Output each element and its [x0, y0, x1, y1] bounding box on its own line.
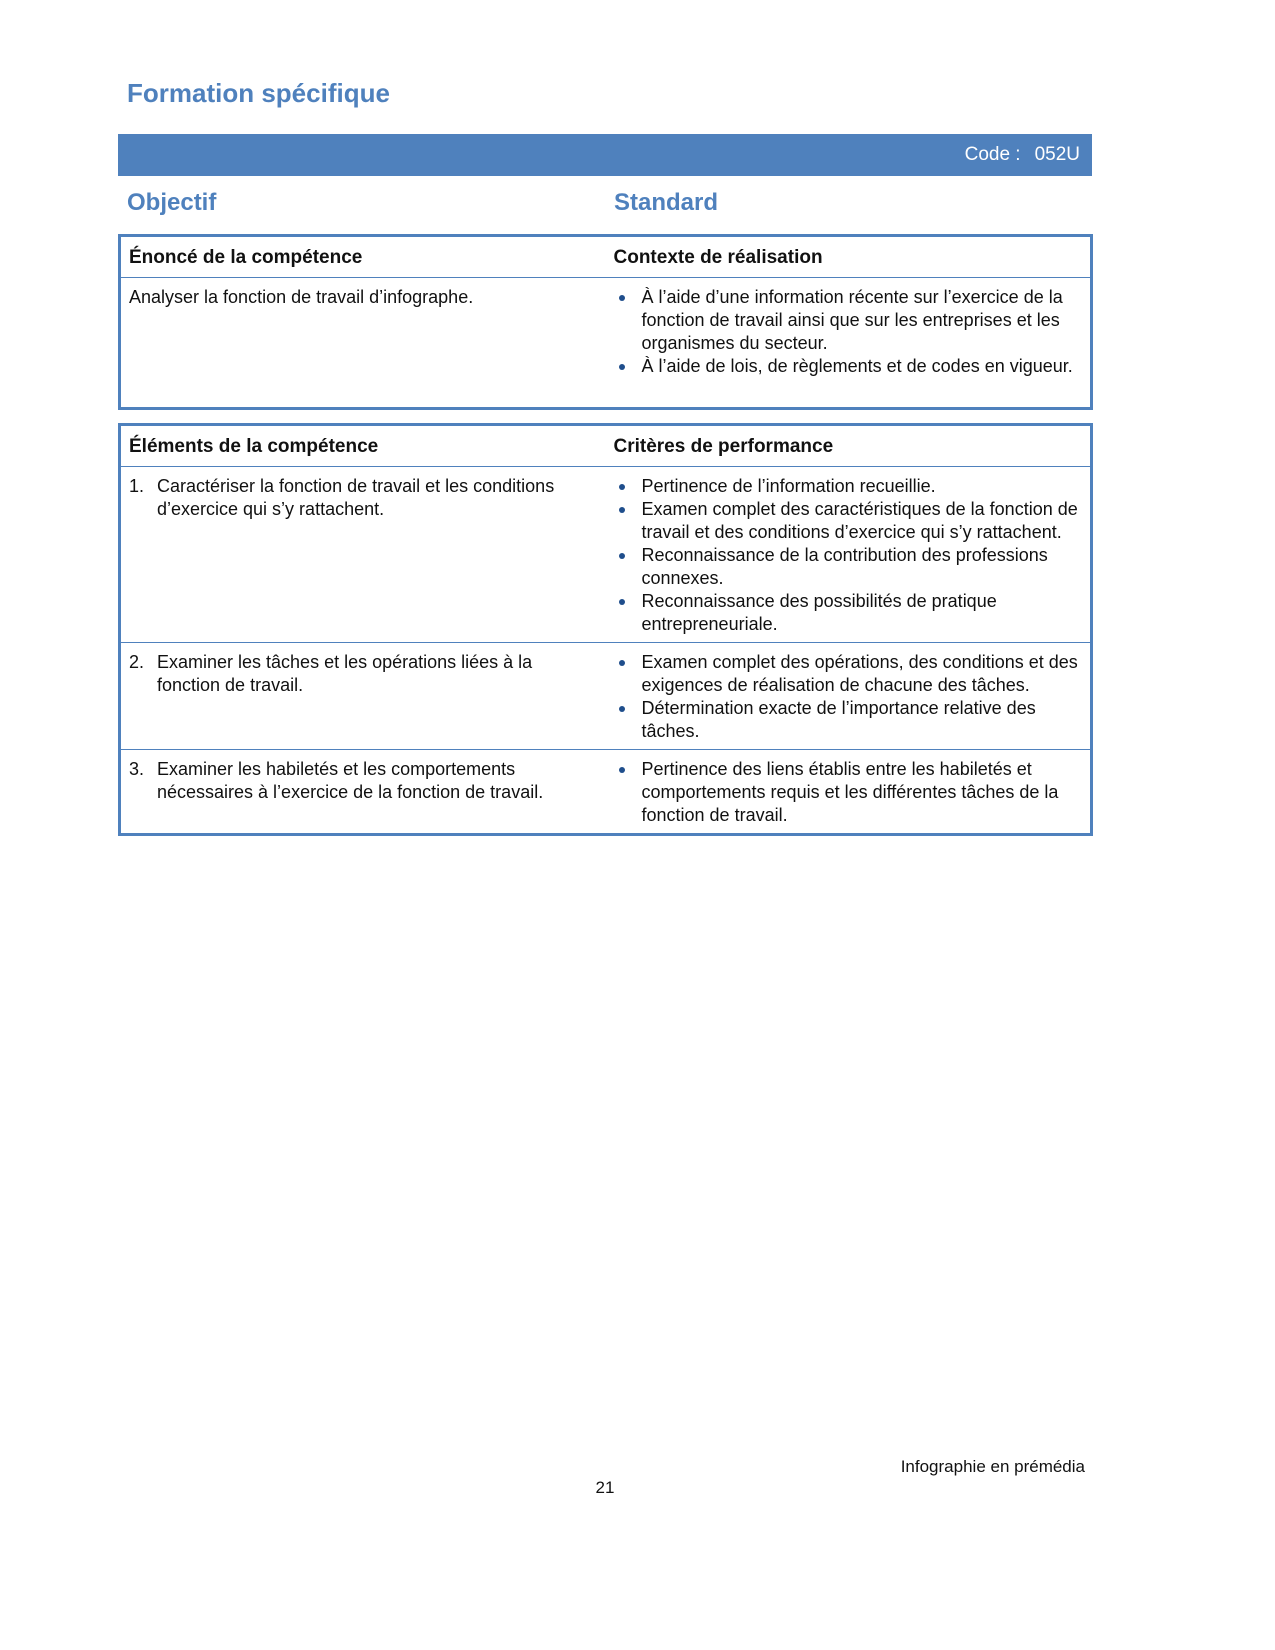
row-number: 2.	[129, 652, 145, 672]
enonce-header: Énoncé de la compétence	[120, 236, 606, 278]
table-row	[120, 643, 1092, 750]
code-value: 052U	[1034, 144, 1080, 165]
contexte-list	[614, 286, 1083, 378]
row-number: 3.	[129, 759, 145, 779]
element-text: Caractériser la fonction de travail et les conditions d’exercice qui s’y rattachent.	[157, 476, 555, 519]
list-item: Examen complet des caractéristiques de la fonction de travail et des conditions d’exercice qui s’y rattachent.	[642, 498, 1083, 544]
table-row	[120, 467, 1092, 643]
list-item: À l’aide d’une information récente sur l’exercice de la fonction de travail ainsi que sur les entreprises et les organismes du secteur.	[642, 286, 1083, 355]
contexte-header: Contexte de réalisation	[606, 236, 1092, 278]
list-item: Examen complet des opérations, des conditions et des exigences de réalisation de chacune des tâches.	[642, 651, 1083, 697]
list-item: Reconnaissance des possibilités de pratique entrepreneuriale.	[642, 590, 1083, 636]
code-bar	[118, 134, 1092, 176]
element-text: Examiner les tâches et les opérations liées à la fonction de travail.	[157, 652, 533, 695]
element-text: Examiner les habiletés et les comportements nécessaires à l’exercice de la fonction de travail.	[157, 759, 544, 802]
competence-table	[118, 234, 1093, 410]
table-row	[120, 750, 1092, 835]
elements-table	[118, 423, 1093, 836]
enonce-text: Analyser la fonction de travail d’infographe.	[129, 287, 474, 307]
list-item: À l’aide de lois, de règlements et de codes en vigueur.	[642, 355, 1083, 378]
elements-header: Éléments de la compétence	[120, 425, 606, 467]
objectif-heading: Objectif	[127, 189, 217, 216]
page-title: Formation spécifique	[127, 78, 390, 108]
list-item: Détermination exacte de l’importance relative des tâches.	[642, 697, 1083, 743]
standard-heading: Standard	[614, 189, 719, 216]
criteres-header: Critères de performance	[606, 425, 1092, 467]
list-item: Reconnaissance de la contribution des professions connexes.	[642, 544, 1083, 590]
list-item: Pertinence de l’information recueillie.	[642, 475, 1083, 498]
list-item: Pertinence des liens établis entre les habiletés et comportements requis et les différentes tâches de la fonction de travail.	[642, 758, 1083, 827]
code-label: Code :	[964, 144, 1021, 165]
footer-program: Infographie en prémédia	[900, 1457, 1085, 1476]
row-number: 1.	[129, 476, 145, 496]
page-number: 21	[595, 1478, 615, 1497]
